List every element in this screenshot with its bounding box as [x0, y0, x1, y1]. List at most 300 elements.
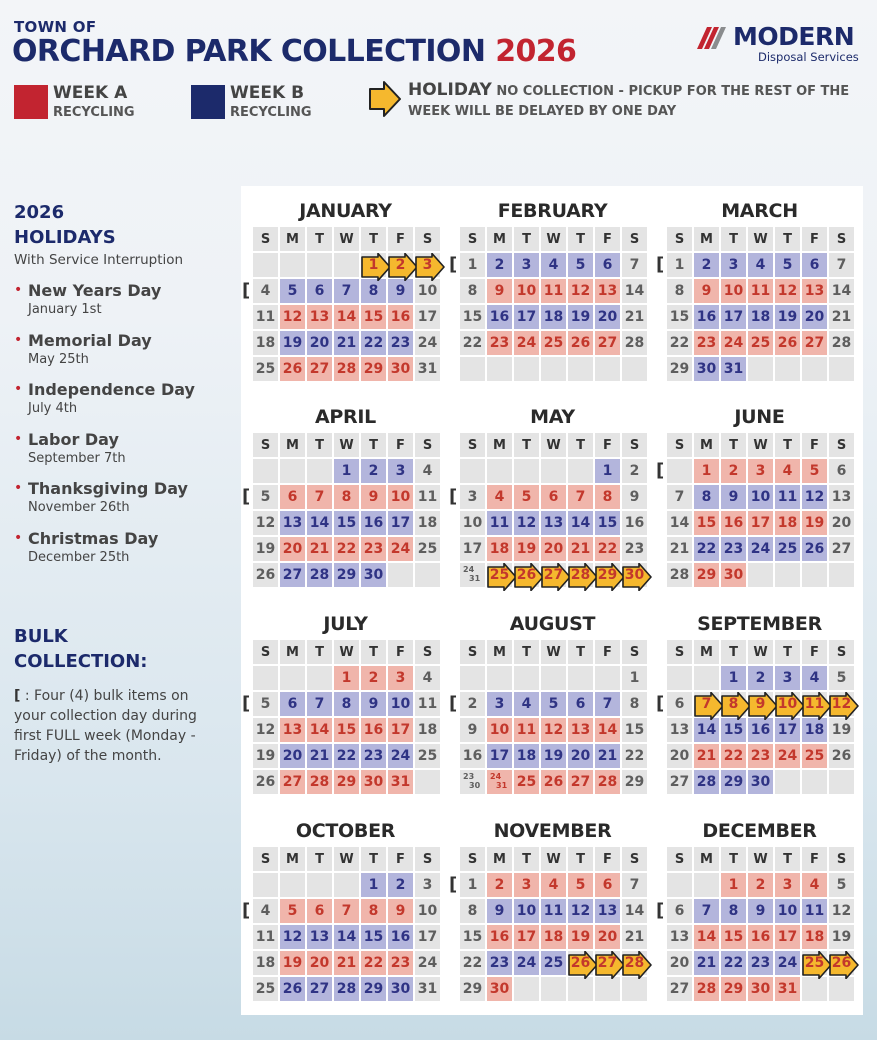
- day-cell: 7: [595, 692, 620, 716]
- day-cell: 9: [361, 485, 386, 509]
- day-cell: 4: [541, 253, 566, 277]
- day-cell: 21: [307, 744, 332, 768]
- day-cell: 10: [487, 718, 512, 742]
- bulk-text: : Four (4) bulk items on your collection day during first FULL week (Monday - Friday) of the month.: [14, 688, 197, 764]
- month-grid: [667, 640, 852, 794]
- holiday-day-cell: 28: [568, 563, 593, 587]
- bulk-collection-marker: [: [449, 486, 458, 507]
- empty-cell: [541, 459, 566, 483]
- day-cell: 11: [514, 718, 539, 742]
- day-cell: 6: [307, 899, 332, 923]
- day-cell: 9: [721, 485, 746, 509]
- day-cell: 11: [487, 511, 512, 535]
- day-cell: 9: [460, 718, 485, 742]
- day-header: M: [487, 433, 512, 457]
- day-cell: 25: [415, 744, 440, 768]
- holiday-date: January 1st: [28, 302, 102, 317]
- day-cell: 5: [541, 692, 566, 716]
- holiday-day-cell: 26: [568, 951, 593, 975]
- day-header: S: [253, 433, 278, 457]
- day-cell: 11: [253, 305, 278, 329]
- day-cell: 25: [748, 331, 773, 355]
- day-cell: 19: [514, 537, 539, 561]
- day-cell: 22: [460, 951, 485, 975]
- empty-cell: [829, 357, 854, 381]
- day-cell: 26: [253, 770, 278, 794]
- day-cell: 4: [514, 692, 539, 716]
- holiday-day-cell: 10: [775, 692, 800, 716]
- day-header: T: [361, 433, 386, 457]
- day-cell: 30: [361, 563, 386, 587]
- day-cell: 9: [622, 485, 647, 509]
- empty-cell: [460, 357, 485, 381]
- day-cell: 5: [280, 899, 305, 923]
- day-header: T: [307, 433, 332, 457]
- day-cell: 2: [748, 666, 773, 690]
- empty-cell: [541, 357, 566, 381]
- day-header: S: [415, 227, 440, 251]
- holiday-day-cell: 28: [622, 951, 647, 975]
- empty-cell: [514, 666, 539, 690]
- day-cell: 1: [622, 666, 647, 690]
- day-cell: 18: [415, 511, 440, 535]
- day-cell: 26: [802, 537, 827, 561]
- day-cell: 6: [280, 485, 305, 509]
- day-cell: 25: [802, 744, 827, 768]
- day-cell: 12: [541, 718, 566, 742]
- day-cell: 24: [415, 951, 440, 975]
- day-cell: 5: [280, 279, 305, 303]
- day-cell: 19: [253, 744, 278, 768]
- day-cell: 7: [568, 485, 593, 509]
- empty-cell: [829, 977, 854, 1001]
- day-cell: 31: [388, 770, 413, 794]
- day-cell: 2: [487, 253, 512, 277]
- empty-cell: [253, 873, 278, 897]
- day-cell: 30: [361, 770, 386, 794]
- day-cell: 18: [541, 305, 566, 329]
- empty-cell: [829, 770, 854, 794]
- bulk-collection-marker: [: [242, 486, 251, 507]
- day-header: W: [541, 640, 566, 664]
- day-header: W: [541, 227, 566, 251]
- day-cell: 12: [280, 305, 305, 329]
- day-cell: 7: [667, 485, 692, 509]
- empty-cell: [595, 666, 620, 690]
- day-cell: 19: [541, 744, 566, 768]
- day-cell: 6: [280, 692, 305, 716]
- empty-cell: [388, 563, 413, 587]
- holiday-day-cell: 26: [829, 951, 854, 975]
- day-cell: 16: [361, 718, 386, 742]
- day-cell: 23: [361, 537, 386, 561]
- empty-cell: [415, 770, 440, 794]
- day-cell: 30: [694, 357, 719, 381]
- day-cell: 1: [361, 873, 386, 897]
- day-cell: 25: [253, 977, 278, 1001]
- day-cell: 24: [748, 537, 773, 561]
- day-cell: 18: [541, 925, 566, 949]
- empty-cell: [280, 873, 305, 897]
- holiday-day-cell: 2: [388, 253, 413, 277]
- day-cell: 4: [415, 666, 440, 690]
- month-grid: [667, 847, 852, 1001]
- day-header: T: [775, 640, 800, 664]
- month-grid: [253, 847, 438, 1001]
- bulk-collection-marker: [: [242, 280, 251, 301]
- day-cell: 9: [487, 899, 512, 923]
- day-cell: 18: [802, 925, 827, 949]
- holiday-item: [14, 430, 239, 480]
- day-cell: 21: [694, 951, 719, 975]
- day-cell: 11: [541, 899, 566, 923]
- day-cell: 7: [829, 253, 854, 277]
- day-cell: 1: [694, 459, 719, 483]
- empty-cell: [694, 666, 719, 690]
- day-cell: 27: [667, 770, 692, 794]
- day-cell: 29: [334, 770, 359, 794]
- day-header: T: [721, 433, 746, 457]
- day-cell: 28: [829, 331, 854, 355]
- day-header: F: [595, 227, 620, 251]
- day-cell: 17: [721, 305, 746, 329]
- day-cell: 7: [694, 899, 719, 923]
- month-grid: [253, 433, 438, 587]
- month-title: MAY: [530, 406, 575, 428]
- day-header: W: [334, 640, 359, 664]
- day-header: W: [334, 433, 359, 457]
- day-cell: 25: [541, 331, 566, 355]
- month-title: JUNE: [734, 406, 785, 428]
- day-cell: 14: [829, 279, 854, 303]
- holiday-day-cell: 9: [748, 692, 773, 716]
- empty-cell: [568, 666, 593, 690]
- holiday-day-cell: 27: [595, 951, 620, 975]
- day-cell: 29: [361, 357, 386, 381]
- day-cell: 21: [334, 331, 359, 355]
- company-logo: [697, 24, 867, 68]
- day-cell: 6: [595, 873, 620, 897]
- day-header: T: [775, 227, 800, 251]
- day-cell: 8: [460, 899, 485, 923]
- day-header: T: [514, 433, 539, 457]
- empty-cell: [460, 459, 485, 483]
- day-cell: 24: [775, 744, 800, 768]
- empty-cell: [541, 666, 566, 690]
- empty-cell: [253, 666, 278, 690]
- day-cell: 31: [415, 357, 440, 381]
- day-cell: 29: [667, 357, 692, 381]
- holiday-item: [14, 331, 239, 381]
- day-header: W: [334, 227, 359, 251]
- day-cell: 19: [829, 718, 854, 742]
- day-cell: 18: [415, 718, 440, 742]
- day-cell: 18: [253, 951, 278, 975]
- empty-cell: [667, 459, 692, 483]
- holiday-name: • New Years Day: [28, 281, 162, 300]
- day-cell: 5: [568, 873, 593, 897]
- day-cell: 17: [460, 537, 485, 561]
- month-grid: [460, 227, 645, 381]
- empty-cell: [622, 357, 647, 381]
- day-cell: 19: [280, 951, 305, 975]
- day-cell: 4: [541, 873, 566, 897]
- holiday-date: December 25th: [28, 549, 130, 565]
- day-cell: 26: [541, 770, 566, 794]
- day-header: T: [568, 227, 593, 251]
- week-a-swatch: [14, 85, 48, 119]
- day-cell: 28: [307, 563, 332, 587]
- day-cell: 17: [514, 305, 539, 329]
- day-cell: 16: [388, 925, 413, 949]
- day-cell: 25: [775, 537, 800, 561]
- day-cell: 2: [748, 873, 773, 897]
- day-cell: 1: [721, 666, 746, 690]
- empty-cell: [514, 977, 539, 1001]
- day-header: W: [748, 227, 773, 251]
- holiday-day-cell: 30: [622, 563, 647, 587]
- holiday-day-cell: 1: [361, 253, 386, 277]
- empty-cell: [334, 873, 359, 897]
- day-cell: 8: [694, 485, 719, 509]
- day-cell: 3: [514, 253, 539, 277]
- day-cell: 6: [829, 459, 854, 483]
- day-cell: 1: [334, 459, 359, 483]
- month-title: JULY: [323, 613, 368, 635]
- day-cell: 14: [307, 718, 332, 742]
- empty-cell: [775, 563, 800, 587]
- day-cell: 17: [388, 511, 413, 535]
- month-grid: [460, 640, 645, 794]
- day-header: S: [460, 847, 485, 871]
- day-cell: 5: [829, 666, 854, 690]
- day-header: S: [460, 227, 485, 251]
- day-header: S: [667, 847, 692, 871]
- day-cell: 28: [694, 977, 719, 1001]
- day-header: S: [829, 640, 854, 664]
- day-cell: 20: [307, 331, 332, 355]
- day-cell: 30: [388, 977, 413, 1001]
- day-cell: 4: [802, 873, 827, 897]
- day-cell: 31: [775, 977, 800, 1001]
- day-cell: 26: [829, 744, 854, 768]
- empty-cell: [667, 873, 692, 897]
- day-cell: 6: [667, 899, 692, 923]
- day-cell: 21: [307, 537, 332, 561]
- day-cell: 17: [748, 511, 773, 535]
- holiday-day-cell: 29: [595, 563, 620, 587]
- day-cell: 19: [253, 537, 278, 561]
- day-cell: 30: [748, 977, 773, 1001]
- day-header: F: [802, 433, 827, 457]
- day-cell: 5: [253, 692, 278, 716]
- day-cell: 20: [568, 744, 593, 768]
- day-cell: 2: [361, 666, 386, 690]
- day-cell: 20: [280, 537, 305, 561]
- day-cell: 12: [568, 279, 593, 303]
- day-cell: 22: [595, 537, 620, 561]
- empty-cell: [487, 459, 512, 483]
- day-cell: 20: [595, 305, 620, 329]
- holiday-day-cell: 12: [829, 692, 854, 716]
- month-title: OCTOBER: [295, 820, 396, 842]
- holiday-day-cell: 27: [541, 563, 566, 587]
- week-b-label: WEEK B: [230, 83, 305, 103]
- day-cell: 6: [667, 692, 692, 716]
- day-header: F: [388, 433, 413, 457]
- day-header: F: [802, 847, 827, 871]
- day-cell: 11: [415, 692, 440, 716]
- holiday-day-cell: 25: [487, 563, 512, 587]
- day-cell: 16: [460, 744, 485, 768]
- day-cell: 18: [775, 511, 800, 535]
- day-cell: 29: [460, 977, 485, 1001]
- holidays-title: HOLIDAYS: [14, 227, 116, 248]
- day-cell: 15: [721, 925, 746, 949]
- month-grid: [667, 433, 852, 587]
- day-cell: 5: [775, 253, 800, 277]
- day-cell: 16: [487, 925, 512, 949]
- day-cell: 8: [667, 279, 692, 303]
- day-cell: 8: [622, 692, 647, 716]
- day-cell: 30: [748, 770, 773, 794]
- day-cell: 12: [280, 925, 305, 949]
- day-cell: 7: [334, 899, 359, 923]
- day-cell: 15: [721, 718, 746, 742]
- empty-cell: [307, 459, 332, 483]
- day-header: M: [487, 227, 512, 251]
- day-header: S: [667, 640, 692, 664]
- month-grid: [253, 227, 438, 381]
- day-cell: 21: [622, 305, 647, 329]
- day-cell: 3: [514, 873, 539, 897]
- empty-cell: [415, 563, 440, 587]
- day-header: T: [775, 433, 800, 457]
- day-cell: 14: [595, 718, 620, 742]
- holiday-day-cell: 7: [694, 692, 719, 716]
- day-cell: 29: [721, 770, 746, 794]
- day-cell: 30: [487, 977, 512, 1001]
- empty-cell: [775, 770, 800, 794]
- day-cell: 3: [775, 666, 800, 690]
- day-header: F: [388, 227, 413, 251]
- empty-cell: [253, 253, 278, 277]
- month-title: DECEMBER: [702, 820, 817, 842]
- day-cell: 21: [829, 305, 854, 329]
- day-cell: 23: [748, 951, 773, 975]
- day-cell: 24: [388, 537, 413, 561]
- day-cell: 20: [829, 511, 854, 535]
- day-cell: 21: [694, 744, 719, 768]
- day-cell: 22: [334, 744, 359, 768]
- empty-cell: [748, 357, 773, 381]
- bulk-collection-marker: [: [656, 254, 665, 275]
- day-cell: 24 31: [460, 563, 485, 587]
- day-cell: 2: [460, 692, 485, 716]
- day-cell: 13: [307, 305, 332, 329]
- day-cell: 6: [541, 485, 566, 509]
- day-cell: 27: [280, 770, 305, 794]
- day-header: S: [829, 847, 854, 871]
- day-cell: 23: [388, 951, 413, 975]
- day-cell: 16: [388, 305, 413, 329]
- day-cell: 3: [748, 459, 773, 483]
- day-header: M: [487, 640, 512, 664]
- day-cell: 18: [802, 718, 827, 742]
- day-cell: 24: [514, 331, 539, 355]
- day-cell: 10: [775, 899, 800, 923]
- day-cell: 2: [721, 459, 746, 483]
- day-cell: 22: [622, 744, 647, 768]
- empty-cell: [595, 977, 620, 1001]
- day-cell: 21: [334, 951, 359, 975]
- day-header: F: [595, 640, 620, 664]
- day-cell: 10: [460, 511, 485, 535]
- day-cell: 15: [622, 718, 647, 742]
- day-cell: 21: [595, 744, 620, 768]
- day-cell: 8: [721, 899, 746, 923]
- day-cell: 10: [388, 692, 413, 716]
- empty-cell: [622, 977, 647, 1001]
- day-header: M: [694, 227, 719, 251]
- day-cell: 2: [487, 873, 512, 897]
- day-cell: 4: [802, 666, 827, 690]
- day-cell: 21: [622, 925, 647, 949]
- day-cell: 26: [568, 331, 593, 355]
- day-cell: 19: [280, 331, 305, 355]
- day-cell: 29: [622, 770, 647, 794]
- month-title: AUGUST: [509, 613, 596, 635]
- empty-cell: [280, 253, 305, 277]
- empty-cell: [307, 873, 332, 897]
- day-header: T: [568, 433, 593, 457]
- day-header: S: [667, 227, 692, 251]
- day-cell: 4: [487, 485, 512, 509]
- day-cell: 13: [667, 925, 692, 949]
- day-cell: 22: [361, 951, 386, 975]
- day-cell: 7: [622, 253, 647, 277]
- day-header: F: [595, 433, 620, 457]
- day-header: S: [253, 847, 278, 871]
- day-cell: 7: [307, 485, 332, 509]
- empty-cell: [694, 873, 719, 897]
- day-cell: 16: [622, 511, 647, 535]
- day-header: F: [802, 227, 827, 251]
- day-header: T: [307, 640, 332, 664]
- day-cell: 27: [829, 537, 854, 561]
- day-cell: 2: [694, 253, 719, 277]
- day-header: W: [334, 847, 359, 871]
- day-cell: 6: [568, 692, 593, 716]
- day-header: W: [748, 640, 773, 664]
- day-cell: 25: [514, 770, 539, 794]
- day-cell: 28: [307, 770, 332, 794]
- empty-cell: [460, 666, 485, 690]
- day-header: M: [280, 433, 305, 457]
- day-cell: 9: [748, 899, 773, 923]
- day-cell: 4: [253, 899, 278, 923]
- day-header: S: [460, 640, 485, 664]
- holiday-name: • Thanksgiving Day: [28, 479, 188, 499]
- day-cell: 18: [748, 305, 773, 329]
- day-header: S: [829, 227, 854, 251]
- day-header: M: [280, 847, 305, 871]
- day-cell: 15: [460, 925, 485, 949]
- day-cell: 23: [622, 537, 647, 561]
- holidays-title-year: 2026: [14, 202, 65, 223]
- month-grid: [667, 227, 852, 381]
- day-header: M: [694, 847, 719, 871]
